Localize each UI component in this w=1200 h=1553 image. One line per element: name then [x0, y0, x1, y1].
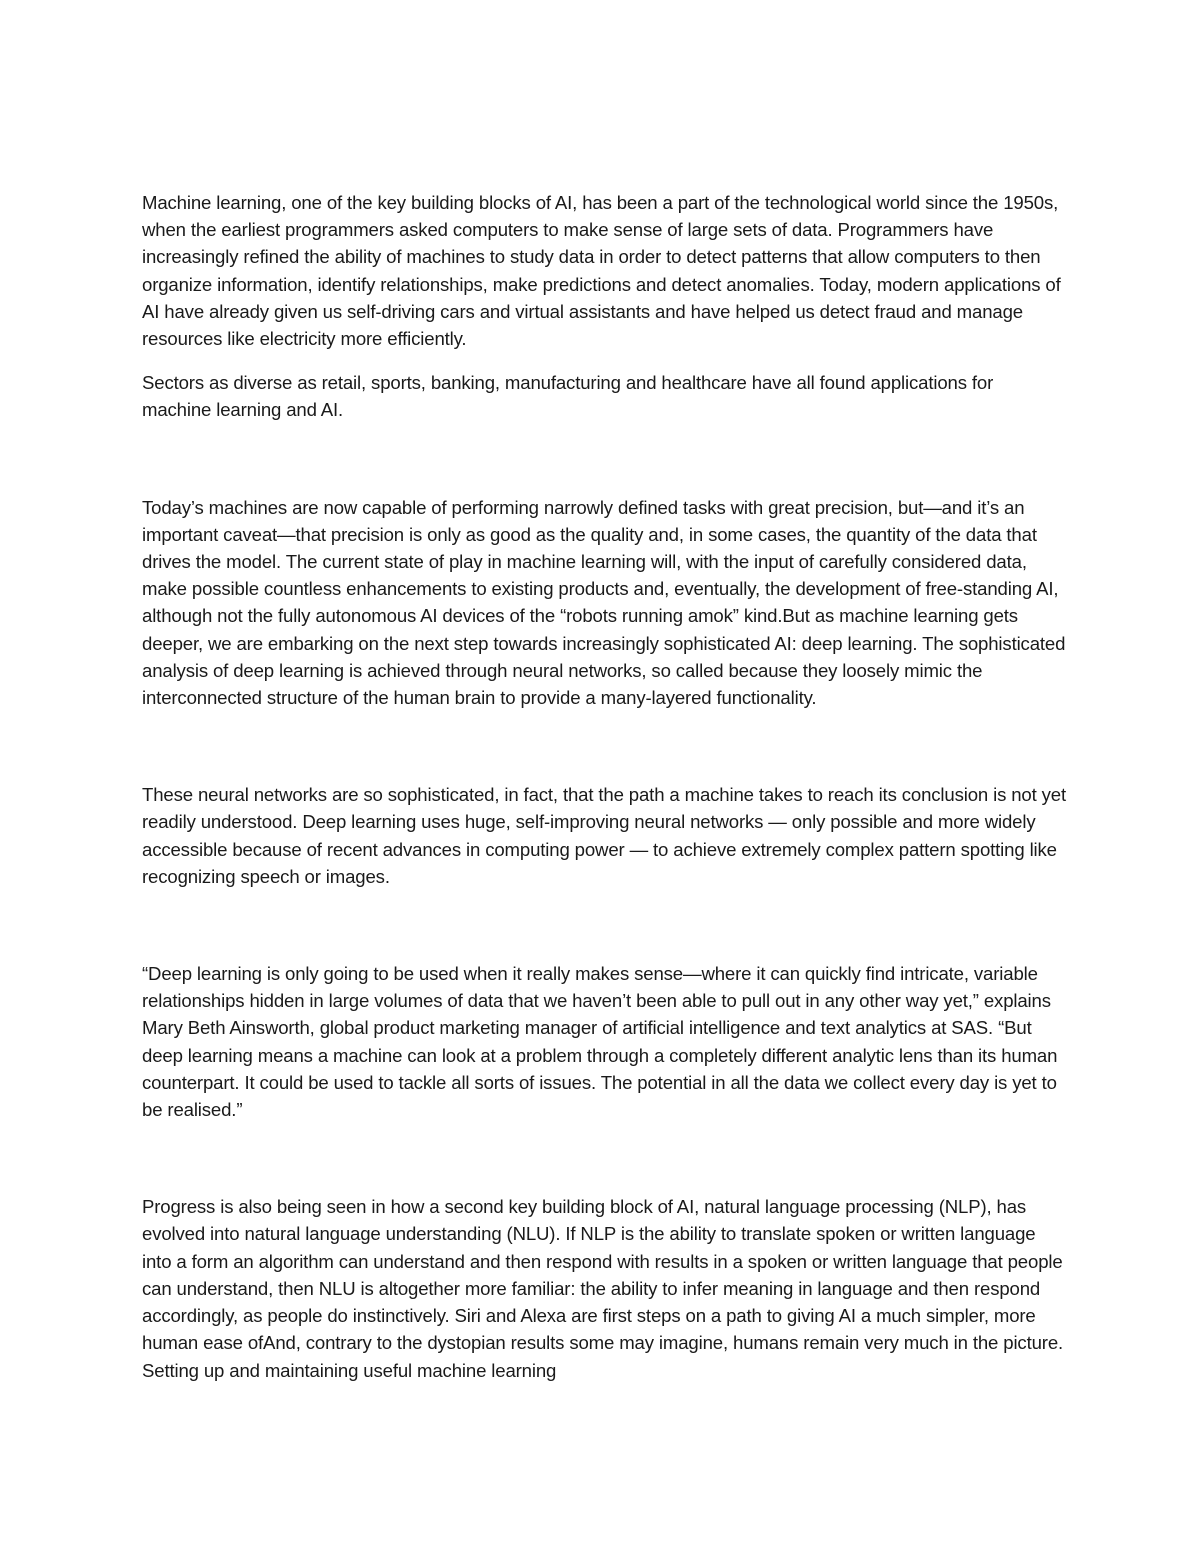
document-body [142, 189, 1067, 1384]
paragraph-sectors: Sectors as diverse as retail, sports, banking, manufacturing and healthcare have all found applications for machine learning and AI. [142, 372, 994, 421]
paragraph-todays-machines: Today’s machines are now capable of performing narrowly defined tasks with great precision, but—and it’s an important caveat—that precision is only as good as the quality and, in some cases, the quantity of the data that drives the model. The current state of play in machine learning will, with the input of carefully considered data, make possible countless enhancements to existing products and, eventually, the development of free-standing AI, although not the fully autonomous AI devices of the “robots running amok” kind.But as machine learning gets deeper, we are embarking on the next step towards increasingly sophisticated AI: deep learning. The sophisticated analysis of deep learning is achieved through neural networks, so called because they loosely mimic the interconnected structure of the human brain to provide a many-layered functionality. [142, 496, 1066, 709]
paragraph-nlp-nlu: Progress is also being seen in how a second key building block of AI, natural language processing (NLP), has evolved into natural language understanding (NLU). If NLP is the ability to translate spoken or written language into a form an algorithm can understand and then respond with results in a spoken or written language that people can understand, then NLU is altogether more familiar: the ability to infer meaning in language and then respond accordingly, as people do instinctively. Siri and Alexa are first steps on a path to giving AI a much simpler, more human ease ofAnd, contrary to the dystopian results some may imagine, humans remain very much in the picture. Setting up and maintaining useful machine learning [142, 1196, 1064, 1381]
paragraph-deep-learning-quote: “Deep learning is only going to be used when it really makes sense—where it can quickly find intricate, variable relationships hidden in large volumes of data that we haven’t been able to pull out in any other way yet,” explains Mary Beth Ainsworth, global product marketing manager of artificial intelligence and text analytics at SAS. “But deep learning means a machine can look at a problem through a completely different analytic lens than its human counterpart. It could be used to tackle all sorts of issues. The potential in all the data we collect every day is yet to be realised.” [142, 963, 1058, 1121]
paragraph-machine-learning-history: Machine learning, one of the key building blocks of AI, has been a part of the technological world since the 1950s, when the earliest programmers asked computers to make sense of large sets of data. Programmers have increasingly refined the ability of machines to study data in order to detect patterns that allow computers to then organize information, identify relationships, make predictions and detect anomalies. Today, modern applications of AI have already given us self-driving cars and virtual assistants and have helped us detect fraud and manage resources like electricity more efficiently. [142, 192, 1061, 350]
paragraph-neural-networks: These neural networks are so sophisticated, in fact, that the path a machine takes to reach its conclusion is not yet readily understood. Deep learning uses huge, self-improving neural networks — only possible and more widely accessible because of recent advances in computing power — to achieve extremely complex pattern spotting like recognizing speech or images. [142, 784, 1067, 887]
